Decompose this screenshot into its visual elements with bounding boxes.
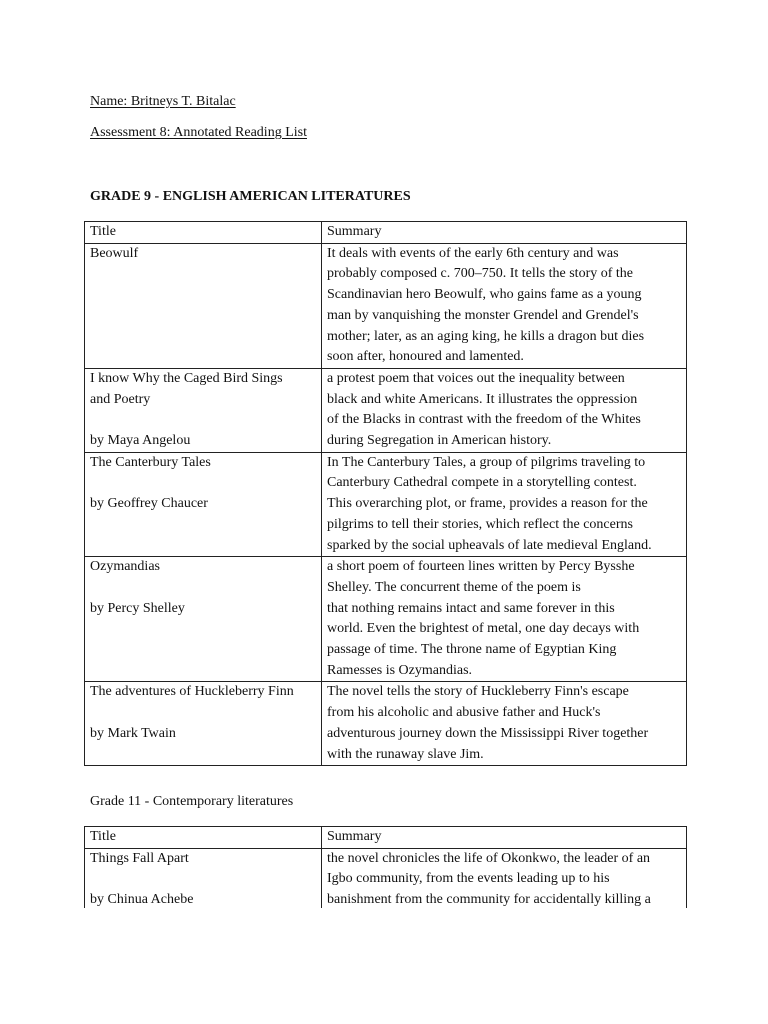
book-title-cell: The Canterbury Tales by Geoffrey Chaucer	[85, 452, 322, 557]
book-title-cell: The adventures of Huckleberry Finn by Mark Twain	[85, 682, 322, 766]
column-header-title: Title	[85, 222, 322, 244]
section-heading-grade9: GRADE 9 - ENGLISH AMERICAN LITERATURES	[90, 189, 411, 204]
column-header-summary: Summary	[322, 222, 687, 244]
reading-list-table-grade11-clip	[84, 826, 688, 908]
table-header-row	[85, 827, 687, 849]
column-header-summary: Summary	[322, 827, 687, 849]
book-summary-cell: a short poem of fourteen lines written by Percy Bysshe Shelley. The concurrent theme of the poem is that nothing remains intact and same forever in this world. Even the brightest of metal, one day decays with passage of time. The throne name of Egyptian King Ramesses is Ozymandias.	[322, 557, 687, 682]
reading-list-table-grade11	[84, 826, 687, 908]
reading-list-table-grade9	[84, 221, 687, 766]
table-row	[85, 557, 687, 682]
book-title-cell: I know Why the Caged Bird Sings and Poetry by Maya Angelou	[85, 368, 322, 452]
book-summary-cell: the novel chronicles the life of Okonkwo, the leader of an Igbo community, from the events leading up to his banishment from the community for accidentally killing a	[322, 848, 687, 908]
book-title-cell: Things Fall Apart by Chinua Achebe	[85, 848, 322, 908]
book-summary-cell: It deals with events of the early 6th century and was probably composed c. 700–750. It tells the story of the Scandinavian hero Beowulf, who gains fame as a young man by vanquishing the monster Grendel and Grendel's mother; later, as an aging king, he kills a dragon but dies soon after, honoured and lamented.	[322, 243, 687, 368]
table-row	[85, 848, 687, 908]
book-title-cell: Beowulf	[85, 243, 322, 368]
table-row	[85, 452, 687, 557]
book-title-cell: Ozymandias by Percy Shelley	[85, 557, 322, 682]
column-header-title: Title	[85, 827, 322, 849]
table-row	[85, 368, 687, 452]
student-name: Name: Britneys T. Bitalac	[90, 94, 236, 109]
book-summary-cell: The novel tells the story of Huckleberry Finn's escape from his alcoholic and abusive father and Huck's adventurous journey down the Mississippi River together with the runaway slave Jim.	[322, 682, 687, 766]
table-row	[85, 243, 687, 368]
table-header-row	[85, 222, 687, 244]
assessment-title: Assessment 8: Annotated Reading List	[90, 125, 307, 140]
table-row	[85, 682, 687, 766]
book-summary-cell: In The Canterbury Tales, a group of pilgrims traveling to Canterbury Cathedral compete in a storytelling contest. This overarching plot, or frame, provides a reason for the pilgrims to tell their stories, which reflect the concerns sparked by the social upheavals of late medieval England.	[322, 452, 687, 557]
section-heading-grade11: Grade 11 - Contemporary literatures	[90, 794, 294, 809]
book-summary-cell: a protest poem that voices out the inequality between black and white Americans. It illustrates the oppression of the Blacks in contrast with the freedom of the Whites during Segregation in American history.	[322, 368, 687, 452]
